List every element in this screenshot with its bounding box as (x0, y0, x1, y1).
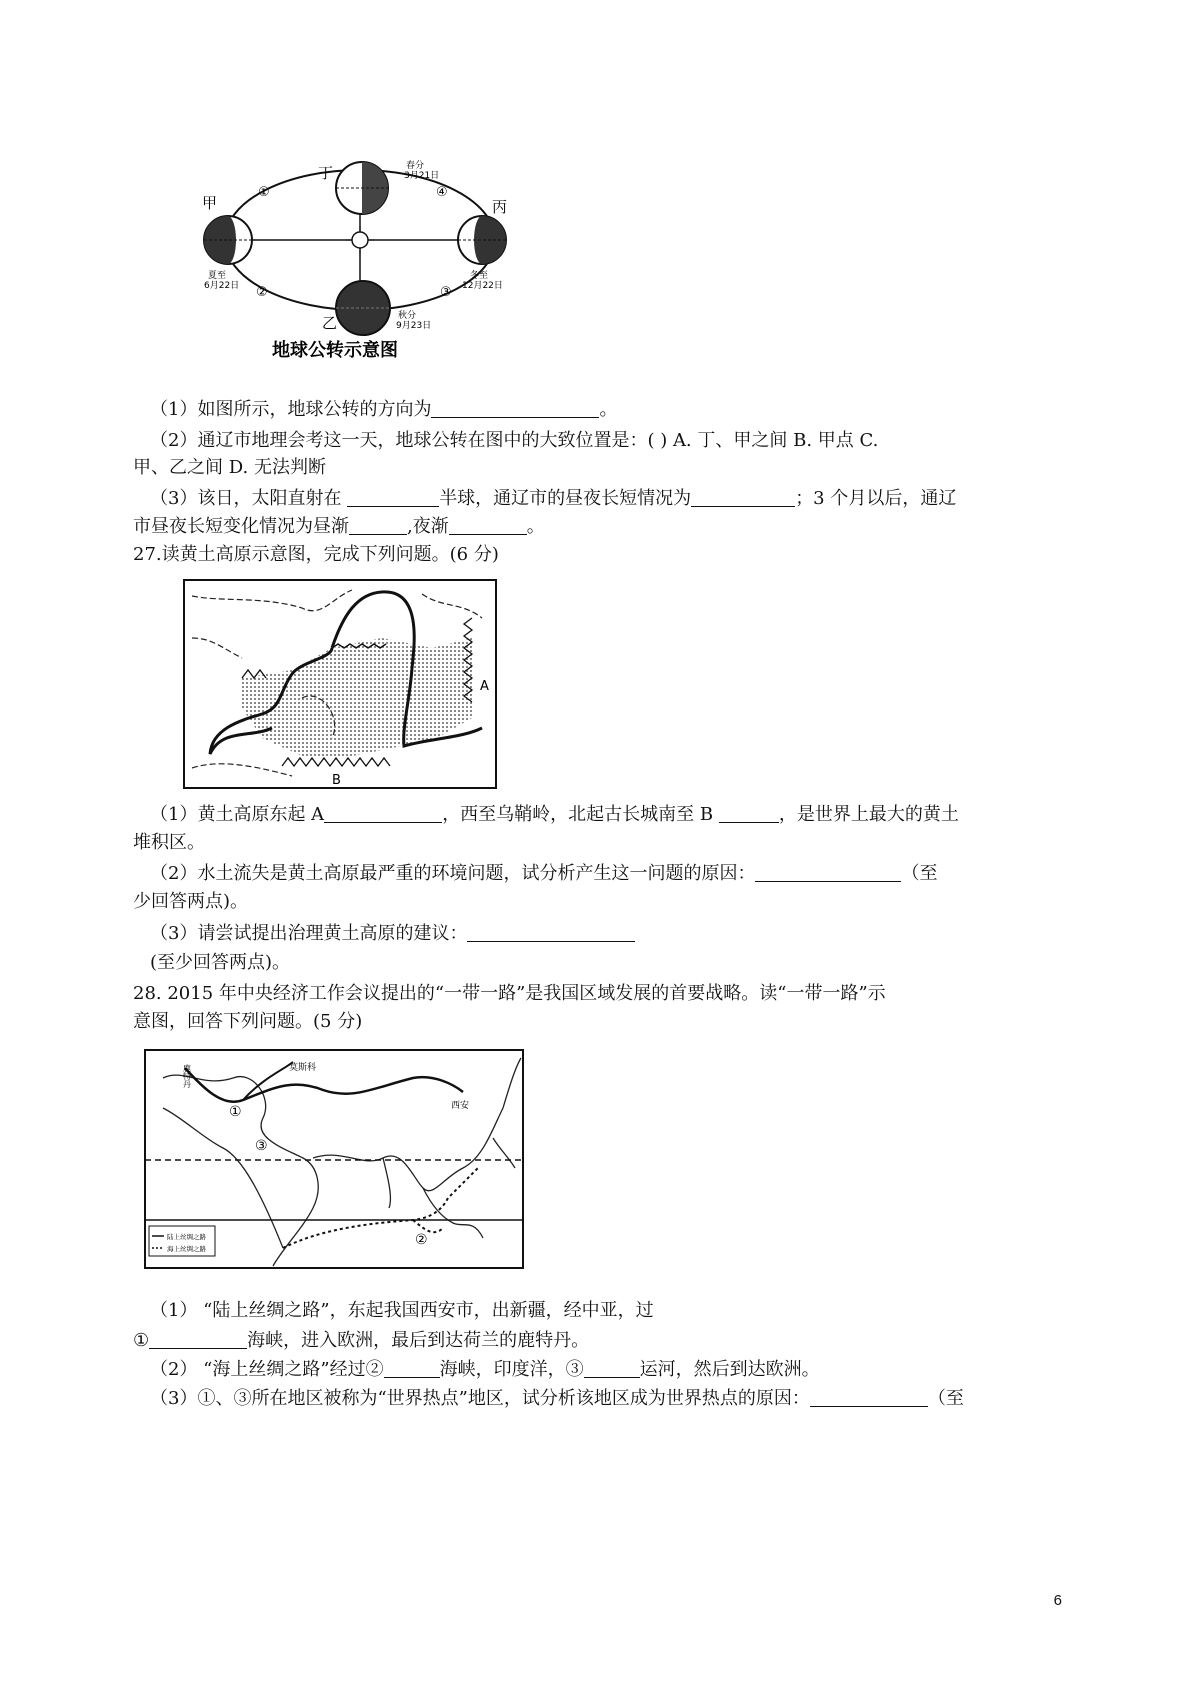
orbit-marker-3: ③ (440, 285, 452, 300)
q27-part1: （1）黄土高原东起 A ，西至乌鞘岭，北起古长城南至 B ，是世界上最大的黄土 (150, 804, 959, 825)
map-label-a: A (480, 679, 489, 694)
answer-blank[interactable] (755, 861, 901, 882)
q26-part3: （3）该日，太阳直射在 半球，通辽市的昼夜长短情况为 ；3 个月以后，通辽 (150, 488, 957, 509)
label-winter: 冬至 (470, 271, 489, 281)
map-label-moscow: 莫斯科 (289, 1063, 317, 1073)
answer-blank[interactable] (384, 1357, 440, 1378)
answer-blank[interactable] (691, 486, 795, 507)
label-summer-date: 6月22日 (204, 281, 240, 291)
loess-plateau-map (182, 578, 498, 792)
belt-and-road-map (143, 1048, 525, 1270)
q28-part3: （3）①、③所在地区被称为“世界热点”地区，试分析该地区成为世界热点的原因： （至 (150, 1388, 964, 1409)
label-autumn: 秋分 (398, 311, 417, 321)
answer-blank[interactable] (347, 486, 439, 507)
figure-caption: 地球公转示意图 (272, 340, 398, 361)
q26-part3-cont: 市昼夜长短变化情况为昼渐 ,夜渐 。 (133, 516, 545, 537)
map-marker-3: ③ (255, 1138, 268, 1154)
q28-title-cont: 意图，回答下列问题。(5 分) (133, 1011, 363, 1032)
answer-blank[interactable] (324, 802, 442, 823)
map-marker-2: ② (415, 1232, 428, 1248)
map-label-rotterdam: 鹿特丹 (182, 1064, 192, 1088)
orbit-marker-2: ② (256, 285, 268, 300)
orbit-marker-4: ④ (436, 185, 448, 200)
q26-part1: （1）如图所示，地球公转的方向为 。 (150, 399, 618, 420)
page-number: 6 (1053, 1592, 1062, 1609)
earth-revolution-diagram (200, 160, 520, 395)
label-jia: 甲 (202, 194, 218, 212)
map-marker-1: ① (229, 1104, 242, 1120)
label-spring-date: 3月21日 (404, 171, 440, 181)
q26-part2-cont: 甲、乙之间 D. 无法判断 (133, 457, 326, 478)
answer-blank[interactable] (449, 514, 527, 535)
label-summer: 夏至 (208, 271, 227, 281)
map-label-b: B (332, 773, 341, 788)
answer-blank[interactable] (584, 1357, 640, 1378)
q27-part2-cont: 少回答两点)。 (133, 891, 249, 912)
q28-part1: （1） “陆上丝绸之路”，东起我国西安市，出新疆，经中亚，过 (150, 1300, 654, 1321)
q27-part3: （3）请尝试提出治理黄土高原的建议： (150, 921, 635, 947)
map-label-xian: 西安 (451, 1101, 470, 1111)
q28-part1-cont: ① 海峡，进入欧洲，最后到达荷兰的鹿特丹。 (133, 1330, 590, 1351)
q28-part2: （2） “海上丝绸之路”经过② 海峡，印度洋，③ 运河，然后到达欧洲。 (150, 1359, 820, 1380)
label-ding: 丁 (318, 164, 334, 182)
answer-blank[interactable] (349, 514, 407, 535)
label-autumn-date: 9月23日 (396, 321, 432, 331)
label-yi: 乙 (322, 314, 338, 332)
q27-title: 27.读黄土高原示意图，完成下列问题。(6 分) (133, 544, 499, 565)
q27-part3-cont: (至少回答两点)。 (150, 952, 291, 973)
orbit-marker-1: ① (258, 185, 270, 200)
answer-blank[interactable] (149, 1328, 247, 1349)
q27-part2: （2）水土流失是黄土高原最严重的环境问题，试分析产生这一问题的原因： （至 (150, 863, 938, 884)
q26-part2: （2）通辽市地理会考这一天，地球公转在图中的大致位置是：( ) A. 丁、甲之间 B. 甲点 C. (150, 430, 879, 451)
label-bing: 丙 (492, 198, 508, 216)
answer-blank[interactable] (431, 397, 599, 418)
answer-blank[interactable] (810, 1386, 928, 1407)
answer-blank[interactable] (719, 802, 779, 823)
legend-land-route: 陆上丝绸之路 (167, 1233, 206, 1241)
label-spring: 春分 (406, 161, 425, 171)
label-winter-date: 12月22日 (462, 281, 503, 291)
q28-title: 28. 2015 年中央经济工作会议提出的“一带一路”是我国区域发展的首要战略。读“一带一路”示 (133, 983, 886, 1004)
q27-part1-cont: 堆积区。 (133, 832, 205, 853)
answer-blank[interactable] (467, 921, 635, 942)
legend-sea-route: 海上丝绸之路 (167, 1245, 206, 1253)
